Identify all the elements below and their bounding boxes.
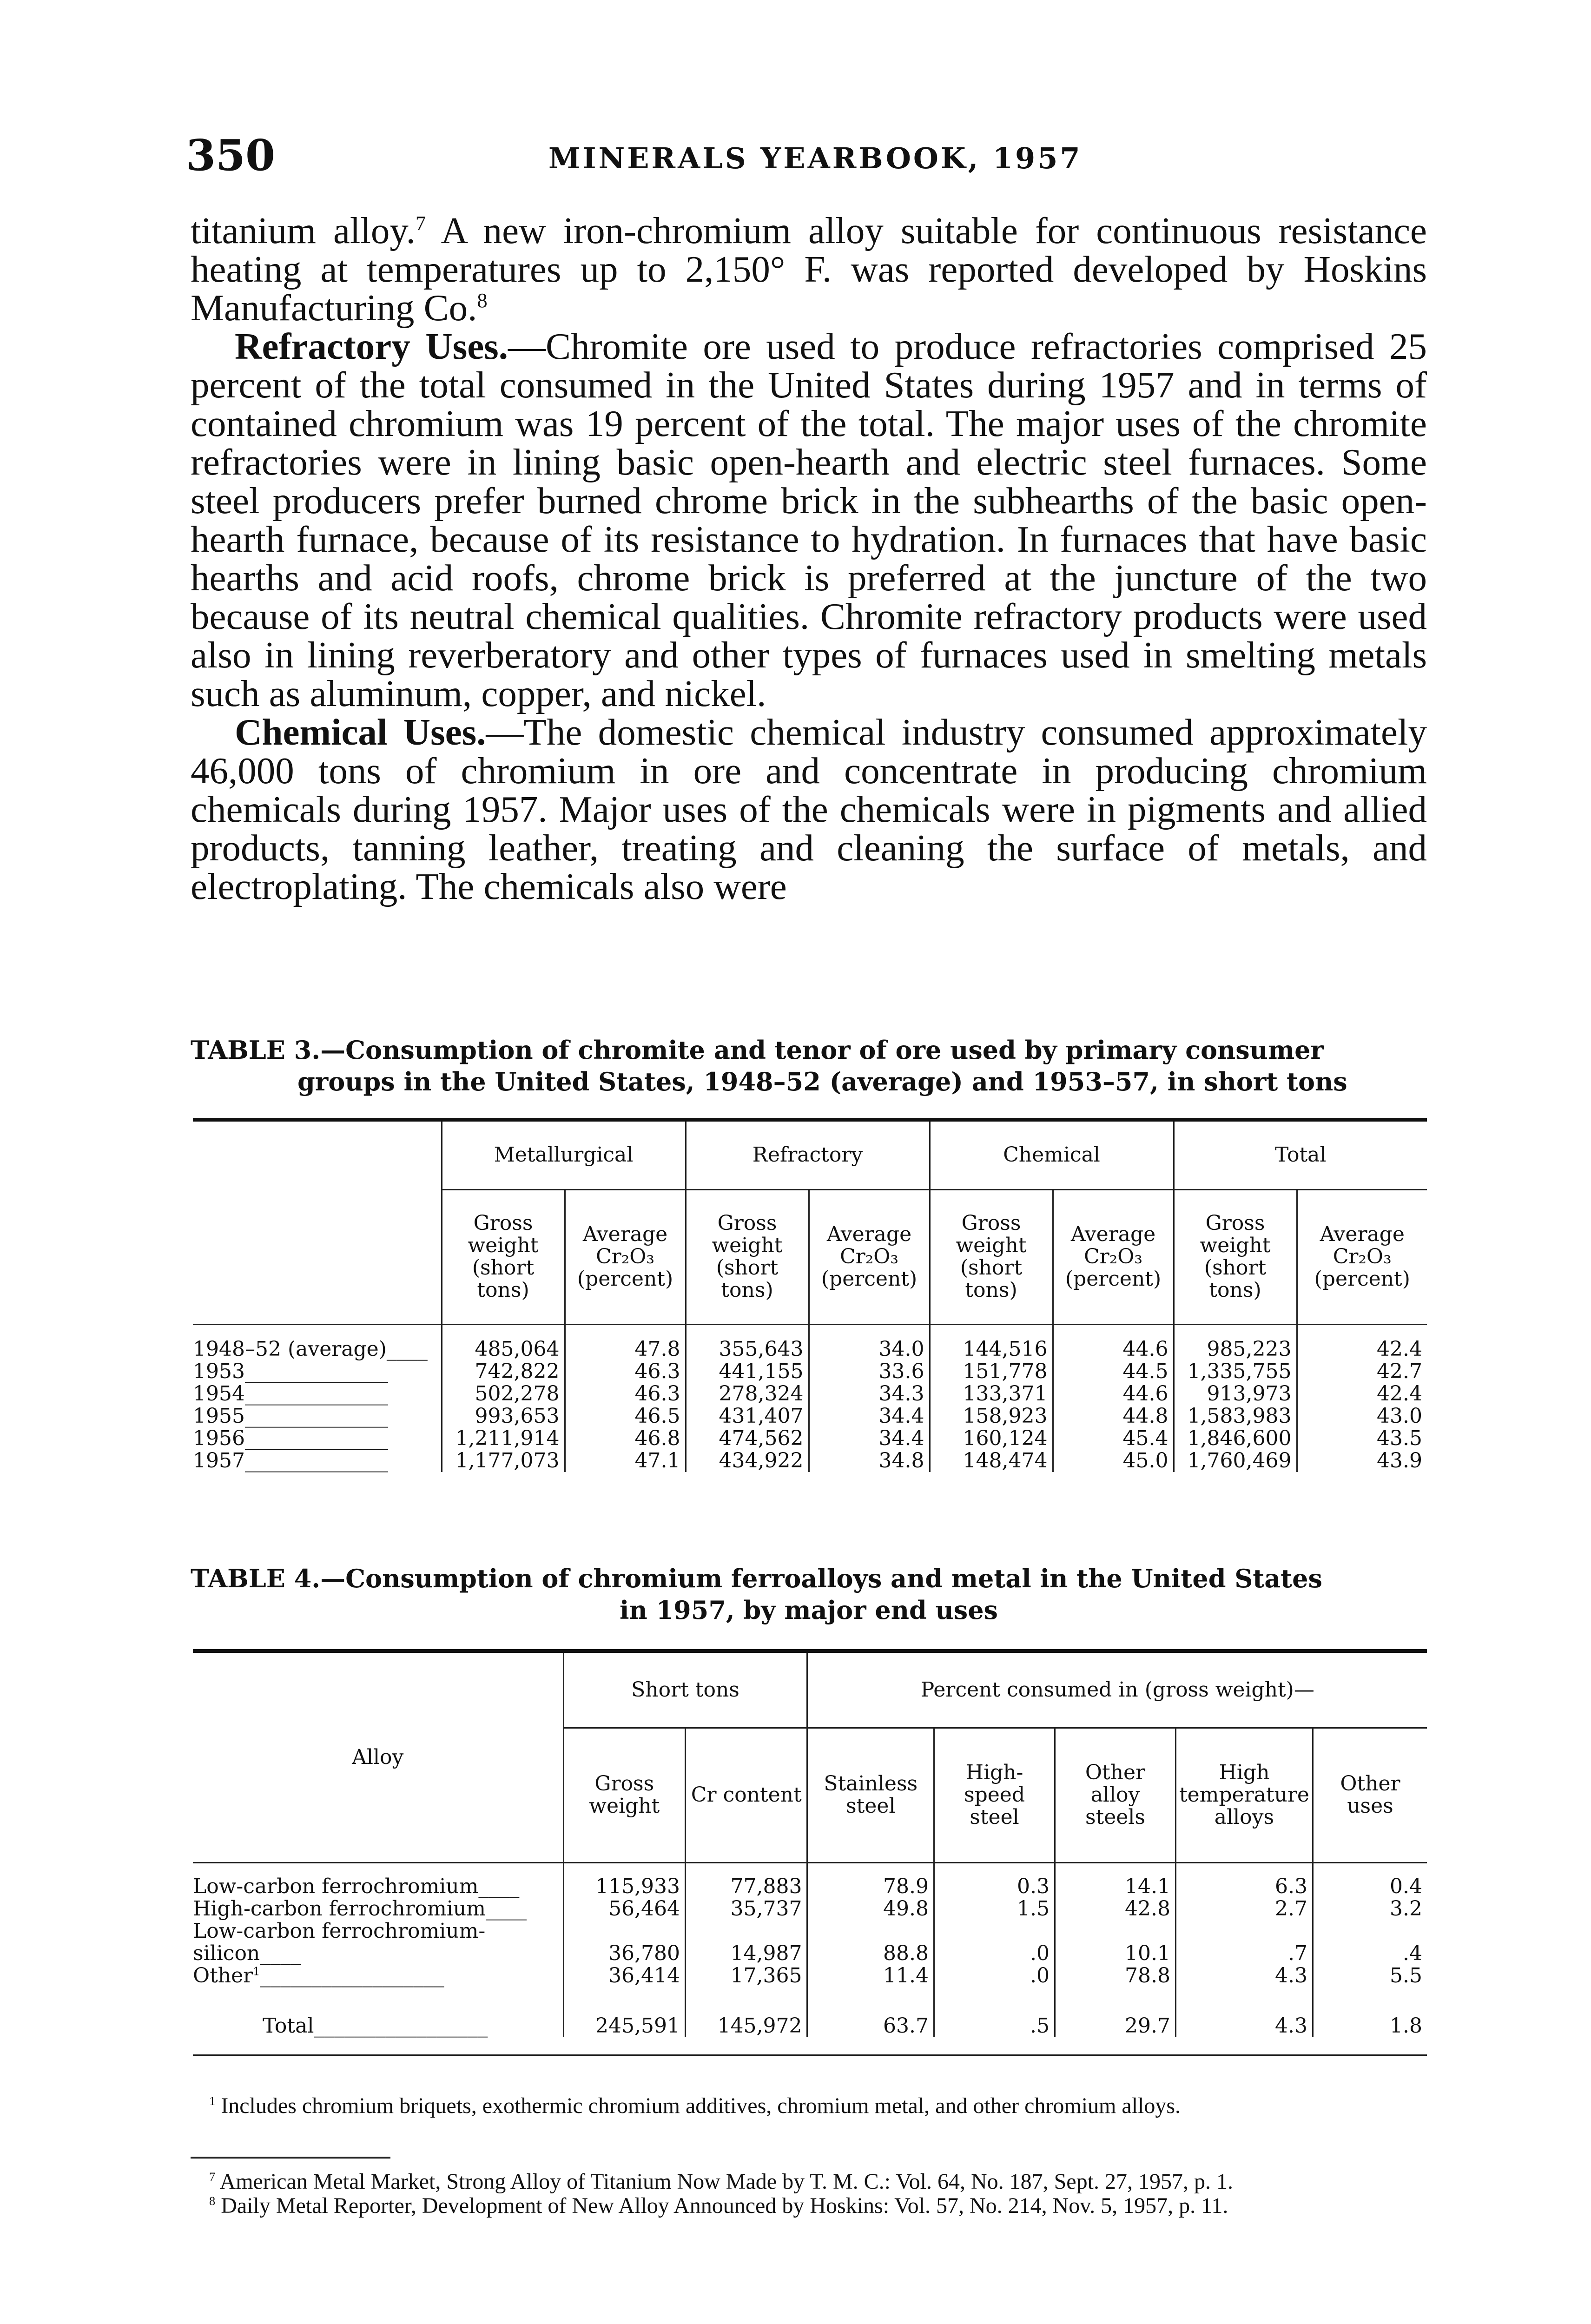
table3-col-avg: Average Cr₂O₃ (percent): [565, 1189, 686, 1324]
paragraph-titanium: titanium alloy.$^7$ A new iron-chromium alloy suitable for continuous resistance heating at temperatures up to 2,150° F. was reported developed by Hoskins Manufacturing Co.$^8$: [191, 210, 1427, 329]
table3-corner: [193, 1120, 442, 1189]
section-lead-refractory: Refractory Uses.: [235, 325, 508, 367]
table3: [193, 1118, 1427, 1472]
table3-group-refractory: Refractory: [686, 1120, 930, 1189]
table3-col-avg: Average Cr₂O₃ (percent): [809, 1189, 930, 1324]
table4-group-short-tons: Short tons: [563, 1651, 807, 1728]
table-row: 1956______________ 1,211,914 46.8 474,562 34.4 160,124 45.4 1,846,600 43.5: [193, 1427, 1427, 1450]
table4-bottom-rule: [193, 2054, 1427, 2056]
table4-col-stainless: Stainless steel: [807, 1728, 934, 1862]
page-header: [186, 130, 1422, 181]
row-label: Low-carbon ferrochromium____: [193, 1875, 520, 1898]
row-label: Low-carbon ferrochromium-silicon____: [193, 1919, 486, 1965]
table4-group-percent: Percent consumed in (gross weight)—: [807, 1651, 1427, 1728]
table-row: 1953______________ 742,822 46.3 441,155 33.6 151,778 44.5 1,335,755 42.7: [193, 1360, 1427, 1383]
table4: [193, 1649, 1427, 2037]
row-label: High-carbon ferrochromium____: [193, 1897, 527, 1921]
table4-footnote: $^1$ Includes chromium briquets, exothermic chromium additives, chromium metal, and other chromium alloys.: [209, 2093, 1181, 2118]
table4-col-high-temp: High temperature alloys: [1175, 1728, 1313, 1862]
running-title: MINERALS YEARBOOK, 1957: [548, 141, 1083, 175]
row-label: Total_________________: [263, 2014, 488, 2038]
table3-caption: TABLE 3.—Consumption of chromite and tenor of ore used by primary consumer groups in the United States, 1948–52 (average) and 1953–57, in short tons: [191, 1035, 1347, 1096]
footnote-ref-7: 7: [415, 211, 426, 235]
table-row: 1955______________ 993,653 46.5 431,407 34.4 158,923 44.8 1,583,983 43.0: [193, 1405, 1427, 1427]
paragraph-refractory-uses: Refractory Uses.—Chromite ore used to produce refractories comprised 25 percent of the total consumed in the United States during 1957 and in terms of contained chromium was 19 percent of the total. The major uses of the chromite refractories were in lining basic open-hearth and electric steel furnaces. Some steel producers prefer burned chrome brick in the subhearths of the basic open-hearth furnace, because of its resistance to hydration. In furnaces that have basic hearths and acid roofs, chrome brick is preferred at the juncture of the two because of its neutral chemical qualities. Chromite refractory products were used also in lining reverberatory and other types of furnaces used in smelting metals such as aluminum, copper, and nickel.: [191, 325, 1427, 714]
table-row: 1957______________ 1,177,073 47.1 434,922 34.8 148,474 45.0 1,760,469 43.9: [193, 1450, 1427, 1472]
table4-col-cr-content: Cr content: [686, 1728, 807, 1862]
row-label: 1953______________: [193, 1360, 388, 1383]
footnote-7: $^7$ American Metal Market, Strong Alloy of Titanium Now Made by T. M. C.: Vol. 64, No. 187, Sept. 27, 1957, p. 1.: [209, 2169, 1233, 2194]
row-label: 1948–52 (average)____: [193, 1337, 428, 1361]
table3-col-gross: Gross weight (short tons): [686, 1189, 809, 1324]
table3-group-chemical: Chemical: [930, 1120, 1174, 1189]
table4-caption: TABLE 4.—Consumption of chromium ferroalloys and metal in the United States in 1957, by major end uses: [191, 1564, 1322, 1625]
table-row: 1948–52 (average)____ 485,064 47.8 355,643 34.0 144,516 44.6 985,223 42.4: [193, 1338, 1427, 1360]
table3-col-gross: Gross weight (short tons): [442, 1189, 565, 1324]
table3-col-avg: Average Cr₂O₃ (percent): [1297, 1189, 1427, 1324]
page-footnotes: [191, 2170, 1427, 2218]
table3-group-metallurgical: Metallurgical: [442, 1120, 686, 1189]
table3-col-gross: Gross weight (short tons): [930, 1189, 1053, 1324]
row-label: Other$^1$__________________: [193, 1964, 444, 1987]
row-label: 1954______________: [193, 1382, 388, 1406]
table3-col-gross: Gross weight (short tons): [1174, 1189, 1297, 1324]
row-label: 1956______________: [193, 1426, 388, 1450]
table-row: Other$^1$__________________ 36,414 17,365 11.4 .0 78.8 4.3 5.5: [193, 1965, 1427, 1987]
page-number: 350: [186, 130, 276, 180]
table4-col-gross-weight: Gross weight: [563, 1728, 685, 1862]
body-text: [191, 211, 1427, 906]
table-row: Low-carbon ferrochromium____ 115,933 77,883 78.9 0.3 14.1 6.3 0.4: [193, 1875, 1427, 1898]
paragraph-chemical-uses: Chemical Uses.—The domestic chemical industry consumed approximately 46,000 tons of chromium in ore and concentrate in producing chromium chemicals during 1957. Major uses of the chemicals were in pigments and allied products, tanning leather, treating and cleaning the surface of metals, and electroplating. The chemicals also were: [191, 711, 1427, 907]
table4-col-high-speed: High-speed steel: [934, 1728, 1055, 1862]
row-label: 1955______________: [193, 1404, 388, 1428]
table3-col-avg: Average Cr₂O₃ (percent): [1053, 1189, 1174, 1324]
table-total-row: Total_________________ 245,591 145,972 63.7 .5 29.7 4.3 1.8: [193, 2015, 1427, 2037]
row-label: 1957______________: [193, 1449, 388, 1472]
table4-col-other-alloy: Other alloy steels: [1055, 1728, 1176, 1862]
footnote-ref-1: 1: [253, 1965, 260, 1978]
footnote-separator: [191, 2157, 390, 2159]
table4-col-alloy: Alloy: [193, 1651, 563, 1862]
table-row: 1954______________ 502,278 46.3 278,324 34.3 133,371 44.6 913,973 42.4: [193, 1383, 1427, 1405]
section-lead-chemical: Chemical Uses.: [235, 711, 486, 753]
table4-col-other-uses: Other uses: [1313, 1728, 1427, 1862]
footnote-8: $^8$ Daily Metal Reporter, Development of New Alloy Announced by Hoskins: Vol. 57, No. 214, Nov. 5, 1957, p. 11.: [209, 2193, 1228, 2218]
table-row: High-carbon ferrochromium____ 56,464 35,737 49.8 1.5 42.8 2.7 3.2: [193, 1898, 1427, 1920]
table3-group-total: Total: [1174, 1120, 1427, 1189]
table-row: Low-carbon ferrochromium-silicon____ 36,780 14,987 88.8 .0 10.1 .7 .4: [193, 1920, 1427, 1965]
footnote-ref-8: 8: [477, 289, 488, 312]
